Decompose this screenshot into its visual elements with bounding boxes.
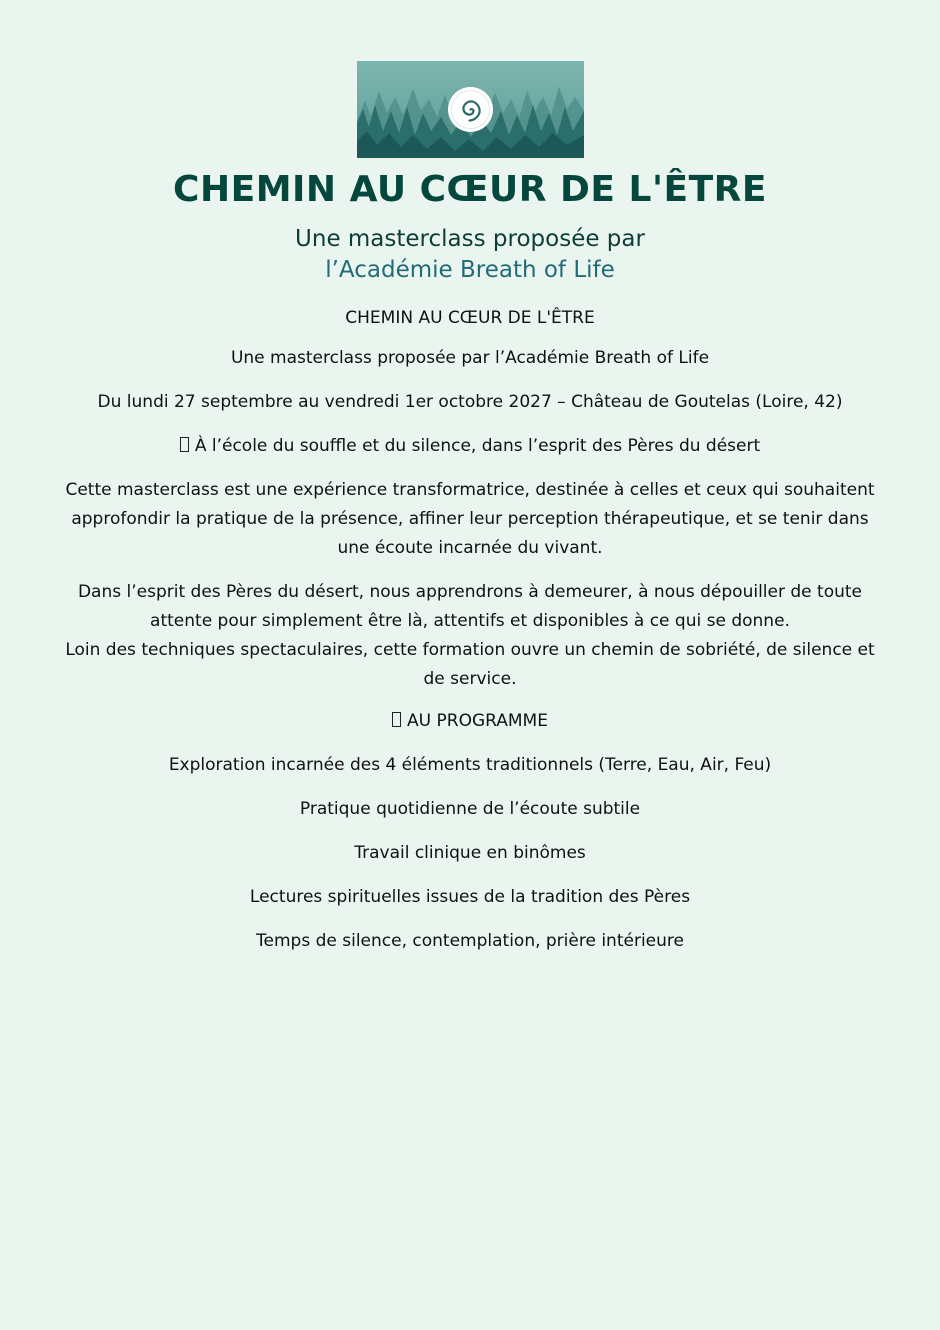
subtitle-line: Une masterclass proposée par (295, 226, 645, 252)
program-item: Pratique quotidienne de l’écoute subtile (299, 799, 641, 819)
page-title: CHEMIN AU CŒUR DE L'ÊTRE (173, 169, 767, 210)
paragraph-spirit-a: Dans l’esprit des Pères du désert, nous apprendrons à demeurer, à nous dépouiller de toute attente pour simplement être là, attentifs et disponibles à ce qui se donne. (77, 582, 863, 631)
missing-glyph-icon (392, 712, 401, 727)
organization-name: l’Académie Breath of Life (325, 257, 615, 283)
program-item: Exploration incarnée des 4 éléments traditionnels (Terre, Eau, Air, Feu) (168, 755, 772, 775)
program-item: Temps de silence, contemplation, prière intérieure (256, 931, 684, 951)
paragraph-spirit (60, 578, 880, 694)
subtitle (0, 224, 940, 286)
paragraph-spirit-b: Loin des techniques spectaculaires, cette formation ouvre un chemin de sobriété, de silence et de service. (65, 640, 875, 689)
body-text (60, 304, 880, 956)
program-item: Lectures spirituelles issues de la tradition des Pères (249, 887, 691, 907)
program-heading-text: AU PROGRAMME (407, 711, 548, 731)
forest-banner-image (357, 61, 584, 158)
missing-glyph-icon (180, 437, 189, 452)
program-item: Travail clinique en binômes (354, 843, 586, 863)
banner-image (357, 61, 584, 158)
school-line (60, 432, 880, 461)
dates-line: Du lundi 27 septembre au vendredi 1er octobre 2027 – Château de Goutelas (Loire, 42) (97, 392, 843, 412)
intro-line: Une masterclass proposée par l’Académie Breath of Life (230, 348, 710, 368)
paragraph-description: Cette masterclass est une expérience transformatrice, destinée à celles et ceux qui souhaitent approfondir la pratique de la présence, affiner leur perception thérapeutique, et se tenir dans une écoute incarnée du vivant. (65, 480, 875, 558)
program-heading (60, 707, 880, 736)
school-line-text: À l’école du souffle et du silence, dans l’esprit des Pères du désert (194, 436, 761, 456)
heading-repeat: CHEMIN AU CŒUR DE L'ÊTRE (345, 308, 595, 328)
